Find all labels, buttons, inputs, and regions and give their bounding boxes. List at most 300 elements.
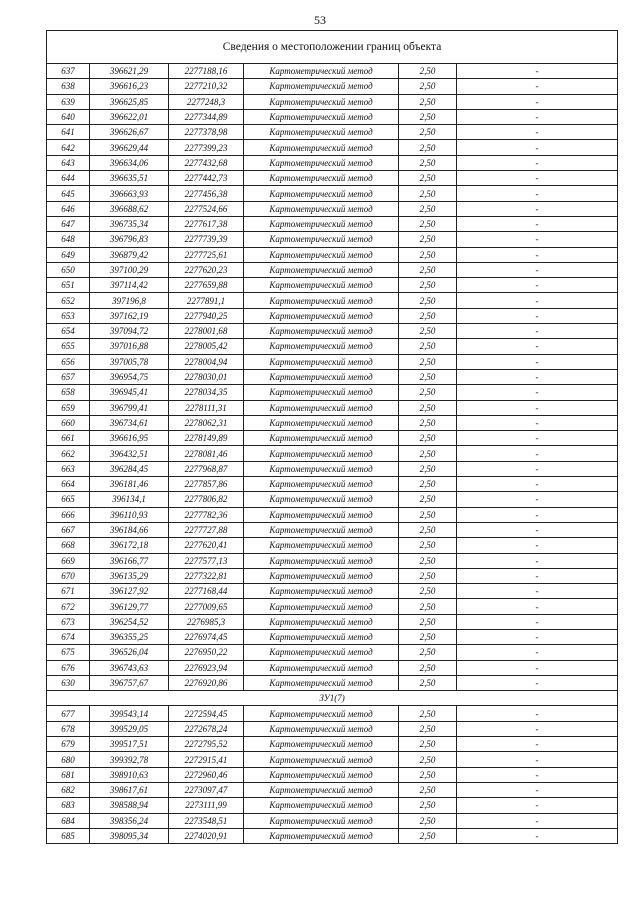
cell-x-coordinate: 396634,06 <box>90 155 169 170</box>
cell-description: - <box>457 171 618 186</box>
table-row <box>47 752 618 767</box>
cell-accuracy: 2,50 <box>399 140 457 155</box>
cell-x-coordinate: 396254,52 <box>90 614 169 629</box>
cell-x-coordinate: 397094,72 <box>90 324 169 339</box>
cell-x-coordinate: 397196,8 <box>90 293 169 308</box>
cell-x-coordinate: 396635,51 <box>90 171 169 186</box>
table-row <box>47 614 618 629</box>
cell-point-number: 643 <box>47 155 90 170</box>
cell-method: Картометрический метод <box>244 201 399 216</box>
boundary-coordinates-table <box>46 30 618 844</box>
cell-y-coordinate: 2278111,31 <box>169 400 244 415</box>
cell-y-coordinate: 2277620,41 <box>169 538 244 553</box>
cell-accuracy: 2,50 <box>399 675 457 690</box>
table-row <box>47 278 618 293</box>
table-row <box>47 64 618 79</box>
cell-point-number: 677 <box>47 706 90 721</box>
cell-point-number: 683 <box>47 798 90 813</box>
cell-x-coordinate: 396355,25 <box>90 629 169 644</box>
cell-point-number: 664 <box>47 477 90 492</box>
cell-accuracy: 2,50 <box>399 293 457 308</box>
cell-method: Картометрический метод <box>244 813 399 828</box>
cell-point-number: 656 <box>47 354 90 369</box>
table-row <box>47 767 618 782</box>
table-title: Сведения о местоположении границ объекта <box>47 31 618 64</box>
cell-accuracy: 2,50 <box>399 201 457 216</box>
cell-method: Картометрический метод <box>244 431 399 446</box>
cell-x-coordinate: 397016,88 <box>90 339 169 354</box>
cell-accuracy: 2,50 <box>399 415 457 430</box>
table-row <box>47 645 618 660</box>
cell-method: Картометрический метод <box>244 798 399 813</box>
cell-description: - <box>457 599 618 614</box>
cell-x-coordinate: 396129,77 <box>90 599 169 614</box>
cell-method: Картометрический метод <box>244 553 399 568</box>
cell-description: - <box>457 232 618 247</box>
cell-y-coordinate: 2277620,23 <box>169 262 244 277</box>
table-row <box>47 568 618 583</box>
cell-x-coordinate: 396735,34 <box>90 216 169 231</box>
cell-x-coordinate: 396945,41 <box>90 385 169 400</box>
cell-accuracy: 2,50 <box>399 553 457 568</box>
table-row <box>47 201 618 216</box>
cell-x-coordinate: 396625,85 <box>90 94 169 109</box>
cell-description: - <box>457 324 618 339</box>
cell-y-coordinate: 2272678,24 <box>169 721 244 736</box>
cell-accuracy: 2,50 <box>399 660 457 675</box>
cell-description: - <box>457 369 618 384</box>
cell-y-coordinate: 2277168,44 <box>169 584 244 599</box>
cell-y-coordinate: 2277344,89 <box>169 109 244 124</box>
cell-y-coordinate: 2277806,82 <box>169 492 244 507</box>
cell-point-number: 642 <box>47 140 90 155</box>
table-row <box>47 354 618 369</box>
cell-description: - <box>457 706 618 721</box>
cell-y-coordinate: 2276974,45 <box>169 629 244 644</box>
table-row <box>47 538 618 553</box>
cell-x-coordinate: 396757,67 <box>90 675 169 690</box>
cell-x-coordinate: 397005,78 <box>90 354 169 369</box>
cell-y-coordinate: 2278005,42 <box>169 339 244 354</box>
cell-accuracy: 2,50 <box>399 369 457 384</box>
cell-point-number: 646 <box>47 201 90 216</box>
table-row <box>47 293 618 308</box>
table-row <box>47 140 618 155</box>
cell-y-coordinate: 2276950,22 <box>169 645 244 660</box>
table-row <box>47 798 618 813</box>
cell-method: Картометрический метод <box>244 339 399 354</box>
cell-point-number: 671 <box>47 584 90 599</box>
cell-method: Картометрический метод <box>244 155 399 170</box>
table-row <box>47 522 618 537</box>
cell-accuracy: 2,50 <box>399 492 457 507</box>
cell-point-number: 670 <box>47 568 90 583</box>
cell-x-coordinate: 398588,94 <box>90 798 169 813</box>
cell-point-number: 680 <box>47 752 90 767</box>
cell-point-number: 657 <box>47 369 90 384</box>
cell-y-coordinate: 2272915,41 <box>169 752 244 767</box>
cell-description: - <box>457 798 618 813</box>
cell-y-coordinate: 2277442,73 <box>169 171 244 186</box>
cell-description: - <box>457 216 618 231</box>
table-row <box>47 629 618 644</box>
cell-x-coordinate: 396127,92 <box>90 584 169 599</box>
cell-accuracy: 2,50 <box>399 79 457 94</box>
cell-y-coordinate: 2276923,94 <box>169 660 244 675</box>
cell-y-coordinate: 2277456,38 <box>169 186 244 201</box>
cell-description: - <box>457 629 618 644</box>
table-title-row <box>47 31 618 64</box>
cell-x-coordinate: 397162,19 <box>90 308 169 323</box>
cell-point-number: 685 <box>47 828 90 843</box>
cell-description: - <box>457 278 618 293</box>
cell-y-coordinate: 2278004,94 <box>169 354 244 369</box>
cell-y-coordinate: 2277782,36 <box>169 507 244 522</box>
cell-description: - <box>457 140 618 155</box>
cell-description: - <box>457 339 618 354</box>
table-row <box>47 553 618 568</box>
cell-accuracy: 2,50 <box>399 308 457 323</box>
cell-description: - <box>457 721 618 736</box>
cell-method: Картометрический метод <box>244 629 399 644</box>
table-row <box>47 400 618 415</box>
cell-x-coordinate: 396134,1 <box>90 492 169 507</box>
cell-x-coordinate: 396110,93 <box>90 507 169 522</box>
cell-accuracy: 2,50 <box>399 721 457 736</box>
cell-method: Картометрический метод <box>244 752 399 767</box>
cell-x-coordinate: 396135,29 <box>90 568 169 583</box>
cell-y-coordinate: 2278030,01 <box>169 369 244 384</box>
cell-y-coordinate: 2277399,23 <box>169 140 244 155</box>
table-row <box>47 492 618 507</box>
cell-accuracy: 2,50 <box>399 339 457 354</box>
cell-method: Картометрический метод <box>244 782 399 797</box>
table-row <box>47 721 618 736</box>
cell-point-number: 675 <box>47 645 90 660</box>
cell-description: - <box>457 186 618 201</box>
cell-point-number: 630 <box>47 675 90 690</box>
cell-accuracy: 2,50 <box>399 461 457 476</box>
cell-description: - <box>457 79 618 94</box>
cell-accuracy: 2,50 <box>399 614 457 629</box>
cell-accuracy: 2,50 <box>399 171 457 186</box>
table-row <box>47 706 618 721</box>
table-row <box>47 584 618 599</box>
cell-accuracy: 2,50 <box>399 813 457 828</box>
cell-point-number: 667 <box>47 522 90 537</box>
cell-point-number: 662 <box>47 446 90 461</box>
cell-y-coordinate: 2277857,86 <box>169 477 244 492</box>
cell-point-number: 669 <box>47 553 90 568</box>
table-row <box>47 79 618 94</box>
cell-y-coordinate: 2276920,86 <box>169 675 244 690</box>
cell-method: Картометрический метод <box>244 324 399 339</box>
cell-x-coordinate: 396629,44 <box>90 140 169 155</box>
cell-method: Картометрический метод <box>244 446 399 461</box>
cell-y-coordinate: 2278062,31 <box>169 415 244 430</box>
table-row <box>47 828 618 843</box>
cell-method: Картометрический метод <box>244 247 399 262</box>
cell-x-coordinate: 396616,95 <box>90 431 169 446</box>
cell-description: - <box>457 201 618 216</box>
cell-method: Картометрический метод <box>244 140 399 155</box>
cell-y-coordinate: 2278034,35 <box>169 385 244 400</box>
cell-point-number: 647 <box>47 216 90 231</box>
table-row <box>47 171 618 186</box>
cell-description: - <box>457 247 618 262</box>
cell-accuracy: 2,50 <box>399 782 457 797</box>
cell-description: - <box>457 385 618 400</box>
cell-x-coordinate: 399529,05 <box>90 721 169 736</box>
cell-x-coordinate: 396796,83 <box>90 232 169 247</box>
table-row <box>47 125 618 140</box>
cell-accuracy: 2,50 <box>399 64 457 79</box>
cell-description: - <box>457 431 618 446</box>
table-row <box>47 660 618 675</box>
table-row <box>47 155 618 170</box>
table-row <box>47 339 618 354</box>
cell-accuracy: 2,50 <box>399 446 457 461</box>
table-row <box>47 599 618 614</box>
table-row <box>47 507 618 522</box>
cell-point-number: 666 <box>47 507 90 522</box>
cell-x-coordinate: 396954,75 <box>90 369 169 384</box>
cell-accuracy: 2,50 <box>399 247 457 262</box>
cell-y-coordinate: 2278001,68 <box>169 324 244 339</box>
table-row <box>47 385 618 400</box>
cell-point-number: 682 <box>47 782 90 797</box>
cell-y-coordinate: 2278081,46 <box>169 446 244 461</box>
cell-y-coordinate: 2272594,45 <box>169 706 244 721</box>
cell-accuracy: 2,50 <box>399 828 457 843</box>
cell-x-coordinate: 397100,29 <box>90 262 169 277</box>
cell-x-coordinate: 396688,62 <box>90 201 169 216</box>
cell-accuracy: 2,50 <box>399 385 457 400</box>
table-row <box>47 262 618 277</box>
cell-accuracy: 2,50 <box>399 262 457 277</box>
cell-point-number: 639 <box>47 94 90 109</box>
cell-description: - <box>457 584 618 599</box>
cell-y-coordinate: 2277524,66 <box>169 201 244 216</box>
cell-accuracy: 2,50 <box>399 645 457 660</box>
cell-description: - <box>457 675 618 690</box>
cell-accuracy: 2,50 <box>399 584 457 599</box>
cell-description: - <box>457 262 618 277</box>
cell-accuracy: 2,50 <box>399 216 457 231</box>
cell-y-coordinate: 2277968,87 <box>169 461 244 476</box>
cell-method: Картометрический метод <box>244 171 399 186</box>
cell-x-coordinate: 396172,18 <box>90 538 169 553</box>
cell-description: - <box>457 660 618 675</box>
cell-x-coordinate: 398095,34 <box>90 828 169 843</box>
page-number: 53 <box>314 13 326 27</box>
cell-description: - <box>457 828 618 843</box>
cell-method: Картометрический метод <box>244 125 399 140</box>
cell-x-coordinate: 399392,78 <box>90 752 169 767</box>
cell-point-number: 644 <box>47 171 90 186</box>
cell-description: - <box>457 522 618 537</box>
table-row <box>47 461 618 476</box>
cell-description: - <box>457 553 618 568</box>
cell-x-coordinate: 396181,46 <box>90 477 169 492</box>
table-row <box>47 431 618 446</box>
cell-accuracy: 2,50 <box>399 232 457 247</box>
cell-description: - <box>457 308 618 323</box>
cell-method: Картометрический метод <box>244 614 399 629</box>
table-row <box>47 782 618 797</box>
cell-method: Картометрический метод <box>244 415 399 430</box>
table-row <box>47 369 618 384</box>
cell-description: - <box>457 492 618 507</box>
cell-accuracy: 2,50 <box>399 477 457 492</box>
cell-point-number: 653 <box>47 308 90 323</box>
cell-description: - <box>457 507 618 522</box>
cell-y-coordinate: 2273111,99 <box>169 798 244 813</box>
cell-y-coordinate: 2277940,25 <box>169 308 244 323</box>
cell-x-coordinate: 396743,63 <box>90 660 169 675</box>
cell-point-number: 674 <box>47 629 90 644</box>
cell-method: Картометрический метод <box>244 767 399 782</box>
table-row <box>47 415 618 430</box>
cell-point-number: 676 <box>47 660 90 675</box>
cell-x-coordinate: 398617,61 <box>90 782 169 797</box>
cell-point-number: 650 <box>47 262 90 277</box>
table-row <box>47 477 618 492</box>
cell-description: - <box>457 155 618 170</box>
cell-accuracy: 2,50 <box>399 767 457 782</box>
cell-y-coordinate: 2274020,91 <box>169 828 244 843</box>
cell-point-number: 641 <box>47 125 90 140</box>
cell-y-coordinate: 2277378,98 <box>169 125 244 140</box>
cell-x-coordinate: 396166,77 <box>90 553 169 568</box>
table-row <box>47 446 618 461</box>
cell-x-coordinate: 396799,41 <box>90 400 169 415</box>
cell-point-number: 660 <box>47 415 90 430</box>
cell-method: Картометрический метод <box>244 262 399 277</box>
section-row <box>47 691 618 706</box>
cell-x-coordinate: 396663,93 <box>90 186 169 201</box>
cell-x-coordinate: 396526,04 <box>90 645 169 660</box>
cell-method: Картометрический метод <box>244 385 399 400</box>
cell-y-coordinate: 2278149,89 <box>169 431 244 446</box>
cell-method: Картометрический метод <box>244 278 399 293</box>
cell-description: - <box>457 400 618 415</box>
cell-method: Картометрический метод <box>244 293 399 308</box>
cell-method: Картометрический метод <box>244 216 399 231</box>
cell-method: Картометрический метод <box>244 232 399 247</box>
cell-accuracy: 2,50 <box>399 706 457 721</box>
cell-y-coordinate: 2277739,39 <box>169 232 244 247</box>
cell-y-coordinate: 2277891,1 <box>169 293 244 308</box>
cell-accuracy: 2,50 <box>399 431 457 446</box>
cell-point-number: 638 <box>47 79 90 94</box>
table-row <box>47 813 618 828</box>
cell-method: Картометрический метод <box>244 354 399 369</box>
cell-method: Картометрический метод <box>244 79 399 94</box>
cell-point-number: 658 <box>47 385 90 400</box>
cell-accuracy: 2,50 <box>399 354 457 369</box>
cell-method: Картометрический метод <box>244 477 399 492</box>
cell-y-coordinate: 2277617,38 <box>169 216 244 231</box>
cell-description: - <box>457 415 618 430</box>
cell-method: Картометрический метод <box>244 522 399 537</box>
cell-point-number: 640 <box>47 109 90 124</box>
cell-point-number: 679 <box>47 737 90 752</box>
cell-method: Картометрический метод <box>244 369 399 384</box>
table-row <box>47 109 618 124</box>
cell-method: Картометрический метод <box>244 599 399 614</box>
cell-y-coordinate: 2277432,68 <box>169 155 244 170</box>
cell-x-coordinate: 396284,45 <box>90 461 169 476</box>
cell-method: Картометрический метод <box>244 94 399 109</box>
cell-description: - <box>457 64 618 79</box>
cell-method: Картометрический метод <box>244 538 399 553</box>
cell-description: - <box>457 477 618 492</box>
cell-accuracy: 2,50 <box>399 507 457 522</box>
cell-description: - <box>457 293 618 308</box>
cell-method: Картометрический метод <box>244 308 399 323</box>
cell-method: Картометрический метод <box>244 737 399 752</box>
cell-x-coordinate: 396879,42 <box>90 247 169 262</box>
cell-y-coordinate: 2277577,13 <box>169 553 244 568</box>
cell-method: Картометрический метод <box>244 109 399 124</box>
cell-description: - <box>457 782 618 797</box>
table-row <box>47 232 618 247</box>
cell-method: Картометрический метод <box>244 507 399 522</box>
cell-accuracy: 2,50 <box>399 186 457 201</box>
cell-x-coordinate: 396432,51 <box>90 446 169 461</box>
cell-accuracy: 2,50 <box>399 568 457 583</box>
table-row <box>47 247 618 262</box>
cell-description: - <box>457 813 618 828</box>
cell-y-coordinate: 2277322,81 <box>169 568 244 583</box>
cell-accuracy: 2,50 <box>399 752 457 767</box>
cell-description: - <box>457 538 618 553</box>
cell-description: - <box>457 354 618 369</box>
cell-point-number: 684 <box>47 813 90 828</box>
cell-y-coordinate: 2277188,16 <box>169 64 244 79</box>
table-row <box>47 186 618 201</box>
cell-point-number: 665 <box>47 492 90 507</box>
cell-description: - <box>457 109 618 124</box>
table-row <box>47 324 618 339</box>
cell-point-number: 668 <box>47 538 90 553</box>
cell-accuracy: 2,50 <box>399 324 457 339</box>
cell-y-coordinate: 2272795,52 <box>169 737 244 752</box>
table-row <box>47 94 618 109</box>
cell-description: - <box>457 94 618 109</box>
section-label: ЗУ1(7) <box>47 691 618 706</box>
cell-point-number: 654 <box>47 324 90 339</box>
cell-y-coordinate: 2276985,3 <box>169 614 244 629</box>
cell-y-coordinate: 2277725,61 <box>169 247 244 262</box>
cell-accuracy: 2,50 <box>399 522 457 537</box>
cell-accuracy: 2,50 <box>399 737 457 752</box>
cell-accuracy: 2,50 <box>399 629 457 644</box>
table-row <box>47 308 618 323</box>
cell-x-coordinate: 396734,61 <box>90 415 169 430</box>
table-row <box>47 737 618 752</box>
cell-accuracy: 2,50 <box>399 94 457 109</box>
cell-method: Картометрический метод <box>244 721 399 736</box>
cell-point-number: 655 <box>47 339 90 354</box>
cell-y-coordinate: 2273097,47 <box>169 782 244 797</box>
cell-point-number: 652 <box>47 293 90 308</box>
cell-method: Картометрический метод <box>244 584 399 599</box>
cell-accuracy: 2,50 <box>399 278 457 293</box>
cell-method: Картометрический метод <box>244 675 399 690</box>
cell-y-coordinate: 2273548,51 <box>169 813 244 828</box>
